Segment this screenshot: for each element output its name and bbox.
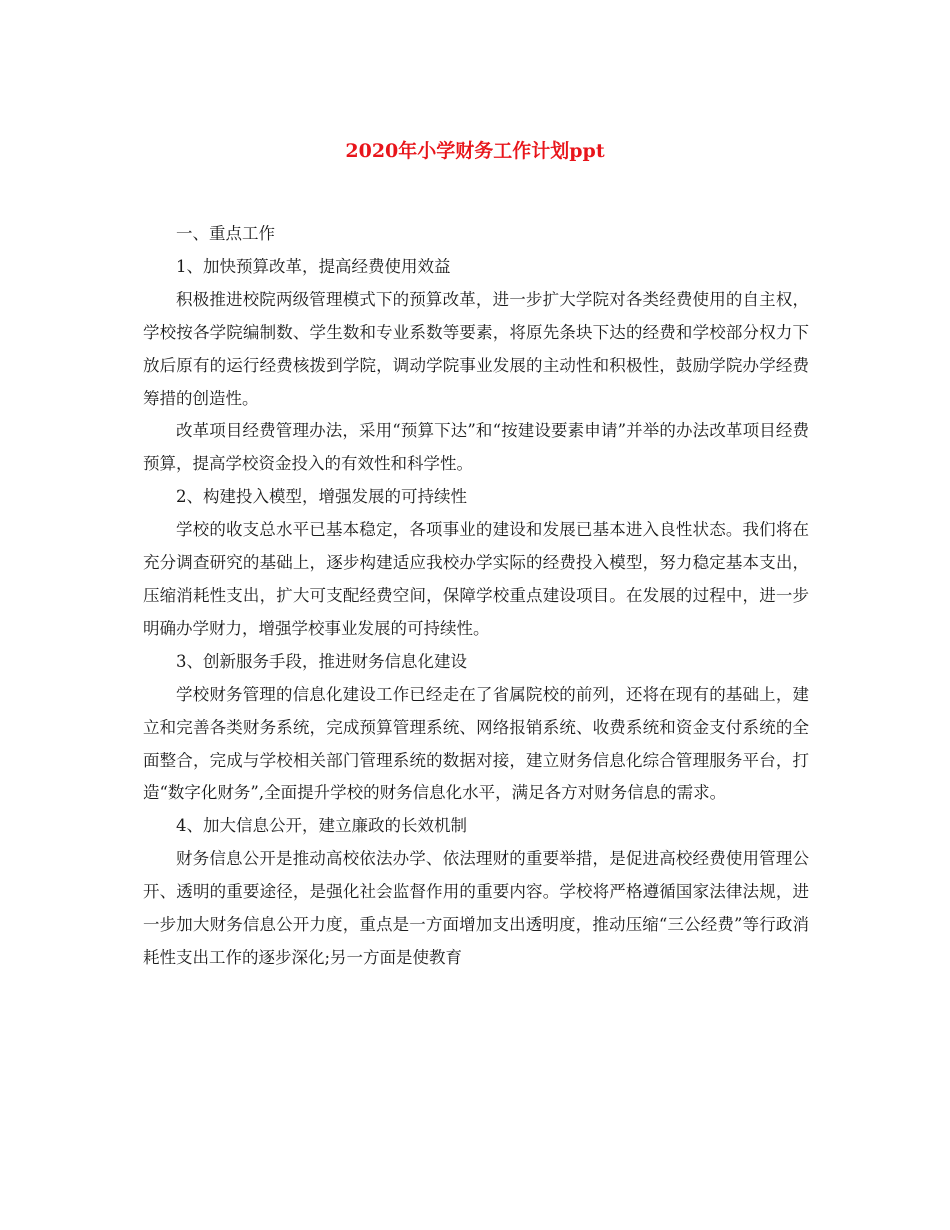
body-paragraph: 学校财务管理的信息化建设工作已经走在了省属院校的前列，还将在现有的基础上，建立和完善各类财务系统，完成预算管理系统、网络报销系统、收费系统和资金支付系统的全面整合，完成与学校相关部门管理系统的数据对接，建立财务信息化综合管理服务平台，打造“数字化财务”,全面提升学校的财务信息化水平，满足各方对财务信息的需求。 [143,684,809,803]
document-title: 2020年小学财务工作计划ppt [345,140,605,162]
subsection-heading: 3、创新服务手段，推进财务信息化建设 [176,651,467,671]
body-paragraph: 改革项目经费管理办法，采用“预算下达”和“按建设要素申请”并举的办法改革项目经费预算，提高学校资金投入的有效性和科学性。 [143,421,809,474]
body-paragraph: 学校的收支总水平已基本稳定，各项事业的建设和发展已基本进入良性状态。我们将在充分调查研究的基础上，逐步构建适应我校办学实际的经费投入模型，努力稳定基本支出，压缩消耗性支出，扩大可支配经费空间，保障学校重点建设项目。在发展的过程中，进一步明确办学财力，增强学校事业发展的可持续性。 [143,520,809,638]
section-heading: 一、重点工作 [176,224,275,243]
body-paragraph: 积极推进校院两级管理模式下的预算改革，进一步扩大学院对各类经费使用的自主权，学校按各学院编制数、学生数和专业系数等要素，将原先条块下达的经费和学校部分权力下放后原有的运行经费核拨到学院，调动学院事业发展的主动性和积极性，鼓励学院办学经费筹措的创造性。 [143,289,809,408]
document-body [143,218,809,975]
subsection-heading: 4、加大信息公开，建立廉政的长效机制 [176,816,467,836]
subsection-heading: 2、构建投入模型，增强发展的可持续性 [176,487,467,507]
subsection-heading: 1、加快预算改革，提高经费使用效益 [176,256,451,276]
body-paragraph: 财务信息公开是推动高校依法办学、依法理财的重要举措，是促进高校经费使用管理公开、透明的重要途径，是强化社会监督作用的重要内容。学校将严格遵循国家法律法规，进一步加大财务信息公开力度，重点是一方面增加支出透明度，推动压缩“三公经费”等行政消耗性支出工作的逐步深化;另一方面是使教育 [143,849,809,967]
